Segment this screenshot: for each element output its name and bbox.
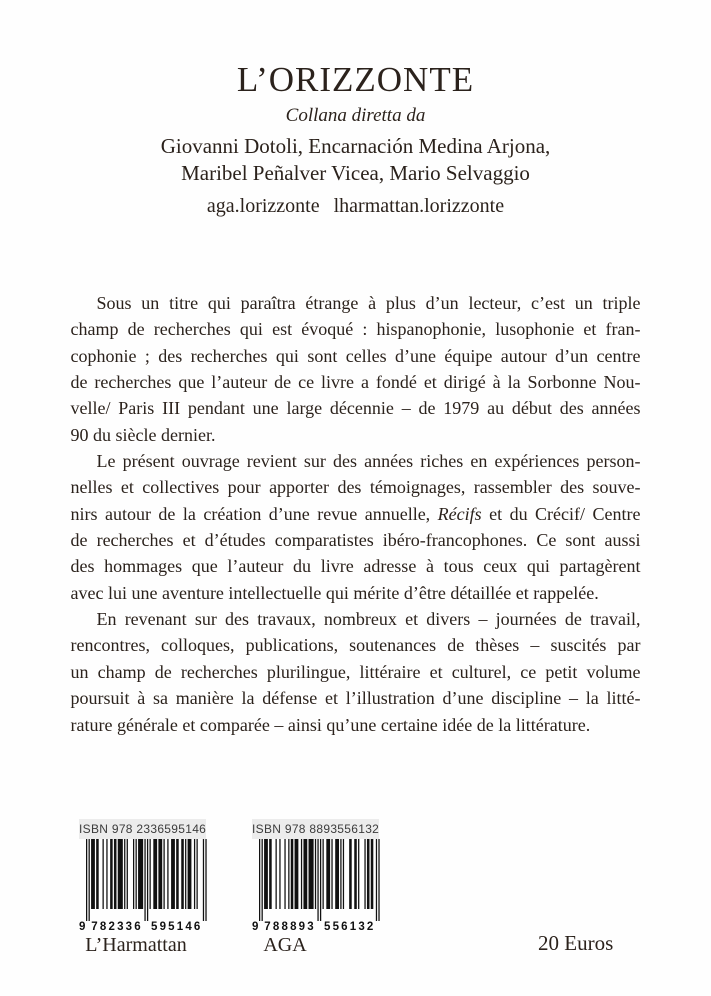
series-header bbox=[0, 62, 711, 218]
blurb-segment: rature générale et comparée – ainsi qu’une certaine idée de la littérature. bbox=[70, 714, 591, 735]
blurb-line bbox=[71, 290, 641, 316]
blurb-line bbox=[71, 527, 641, 553]
svg-text:782336: 782336 bbox=[91, 921, 141, 932]
blurb-line bbox=[71, 316, 641, 342]
directors-line-2: Maribel Peñalver Vicea, Mario Selvaggio bbox=[181, 161, 530, 185]
blurb-line bbox=[71, 369, 641, 395]
blurb-line bbox=[71, 501, 641, 527]
website-lharmattan: lharmattan.lorizzonte bbox=[333, 195, 505, 217]
blurb-segment: En revenant sur des travaux, nombreux et divers – journées de travail, bbox=[96, 609, 641, 630]
blurb-segment: cophonie ; des recherches qui sont celles d’une équipe autour d’un centre bbox=[70, 345, 641, 366]
isbn-label: ISBN 978 2336595146 bbox=[79, 819, 206, 839]
blurb-segment: rencontres, colloques, publications, soutenances de thèses – suscités par bbox=[70, 635, 641, 656]
blurb-line bbox=[71, 712, 641, 738]
blurb-segment: Le présent ouvrage revient sur des années riches en expériences person- bbox=[96, 451, 641, 472]
blurb-segment: avec lui une aventure intellectuelle qui mérite d’être détaillée et rappelée. bbox=[70, 582, 599, 603]
blurb-line bbox=[71, 395, 641, 421]
svg-text:595146: 595146 bbox=[151, 921, 201, 932]
blurb-segment: poursuit à sa manière la défense et l’illustration d’une discipline – la litté- bbox=[70, 688, 641, 709]
blurb-segment: velle/ Paris III pendant une large décennie – de 1979 au début des années bbox=[70, 398, 641, 419]
blurb-line bbox=[71, 448, 641, 474]
blurb-italic-segment: Récifs bbox=[437, 503, 482, 524]
blurb-line bbox=[71, 553, 641, 579]
series-title: L’ORIZZONTE bbox=[236, 60, 475, 99]
blurb-line bbox=[71, 343, 641, 369]
blurb-segment: de recherches et d’études comparatistes ibéro-francophones. Ce sont aussi bbox=[70, 530, 641, 551]
directors-line-1: Giovanni Dotoli, Encarnación Medina Arjona, bbox=[160, 134, 551, 158]
blurb-segment: et du Crécif/ Centre bbox=[481, 503, 641, 524]
ean13-bars bbox=[252, 839, 382, 932]
blurb-segment: un champ de recherches plurilingue, littéraire et culturel, ce petit volume bbox=[70, 661, 641, 682]
series-subtitle: Collana diretta da bbox=[285, 105, 426, 126]
blurb-segment: 90 du siècle dernier. bbox=[70, 424, 216, 445]
isbn-label: ISBN 978 8893556132 bbox=[252, 819, 379, 839]
blurb-segment: des hommages que l’auteur du livre adresse à tous ceux qui partagèrent bbox=[70, 556, 641, 577]
svg-text:9: 9 bbox=[79, 921, 86, 932]
blurb-line bbox=[71, 659, 641, 685]
svg-text:556132: 556132 bbox=[324, 921, 374, 932]
blurb-segment: de recherches que l’auteur de ce livre a fondé et dirigé à la Sorbonne Nou- bbox=[70, 372, 641, 393]
barcode bbox=[79, 819, 206, 932]
blurb-line bbox=[71, 580, 641, 606]
series-websites bbox=[0, 194, 711, 218]
blurb-segment: champ de recherches qui est évoqué : hispanophonie, lusophonie et fran- bbox=[70, 319, 641, 340]
price: 20 Euros bbox=[538, 931, 614, 955]
blurb bbox=[71, 290, 641, 738]
blurb-line bbox=[71, 474, 641, 500]
barcode bbox=[252, 819, 379, 932]
publisher-lharmattan: L’Harmattan bbox=[85, 934, 187, 956]
blurb-line bbox=[71, 422, 641, 448]
series-directors bbox=[0, 133, 711, 187]
publisher-aga: AGA bbox=[263, 934, 307, 956]
ean13-bars bbox=[79, 839, 209, 932]
blurb-line bbox=[71, 606, 641, 632]
blurb-segment: nirs autour de la création d’une revue annuelle, bbox=[70, 503, 438, 524]
blurb-segment: nelles et collectives pour apporter des témoignages, rassembler des souve- bbox=[70, 477, 641, 498]
svg-text:9: 9 bbox=[252, 921, 259, 932]
blurb-line bbox=[71, 685, 641, 711]
website-aga: aga.lorizzonte bbox=[206, 195, 320, 217]
blurb-segment: Sous un titre qui paraîtra étrange à plus d’un lecteur, c’est un triple bbox=[96, 293, 641, 313]
blurb-line bbox=[71, 632, 641, 658]
svg-text:788893: 788893 bbox=[264, 921, 314, 932]
